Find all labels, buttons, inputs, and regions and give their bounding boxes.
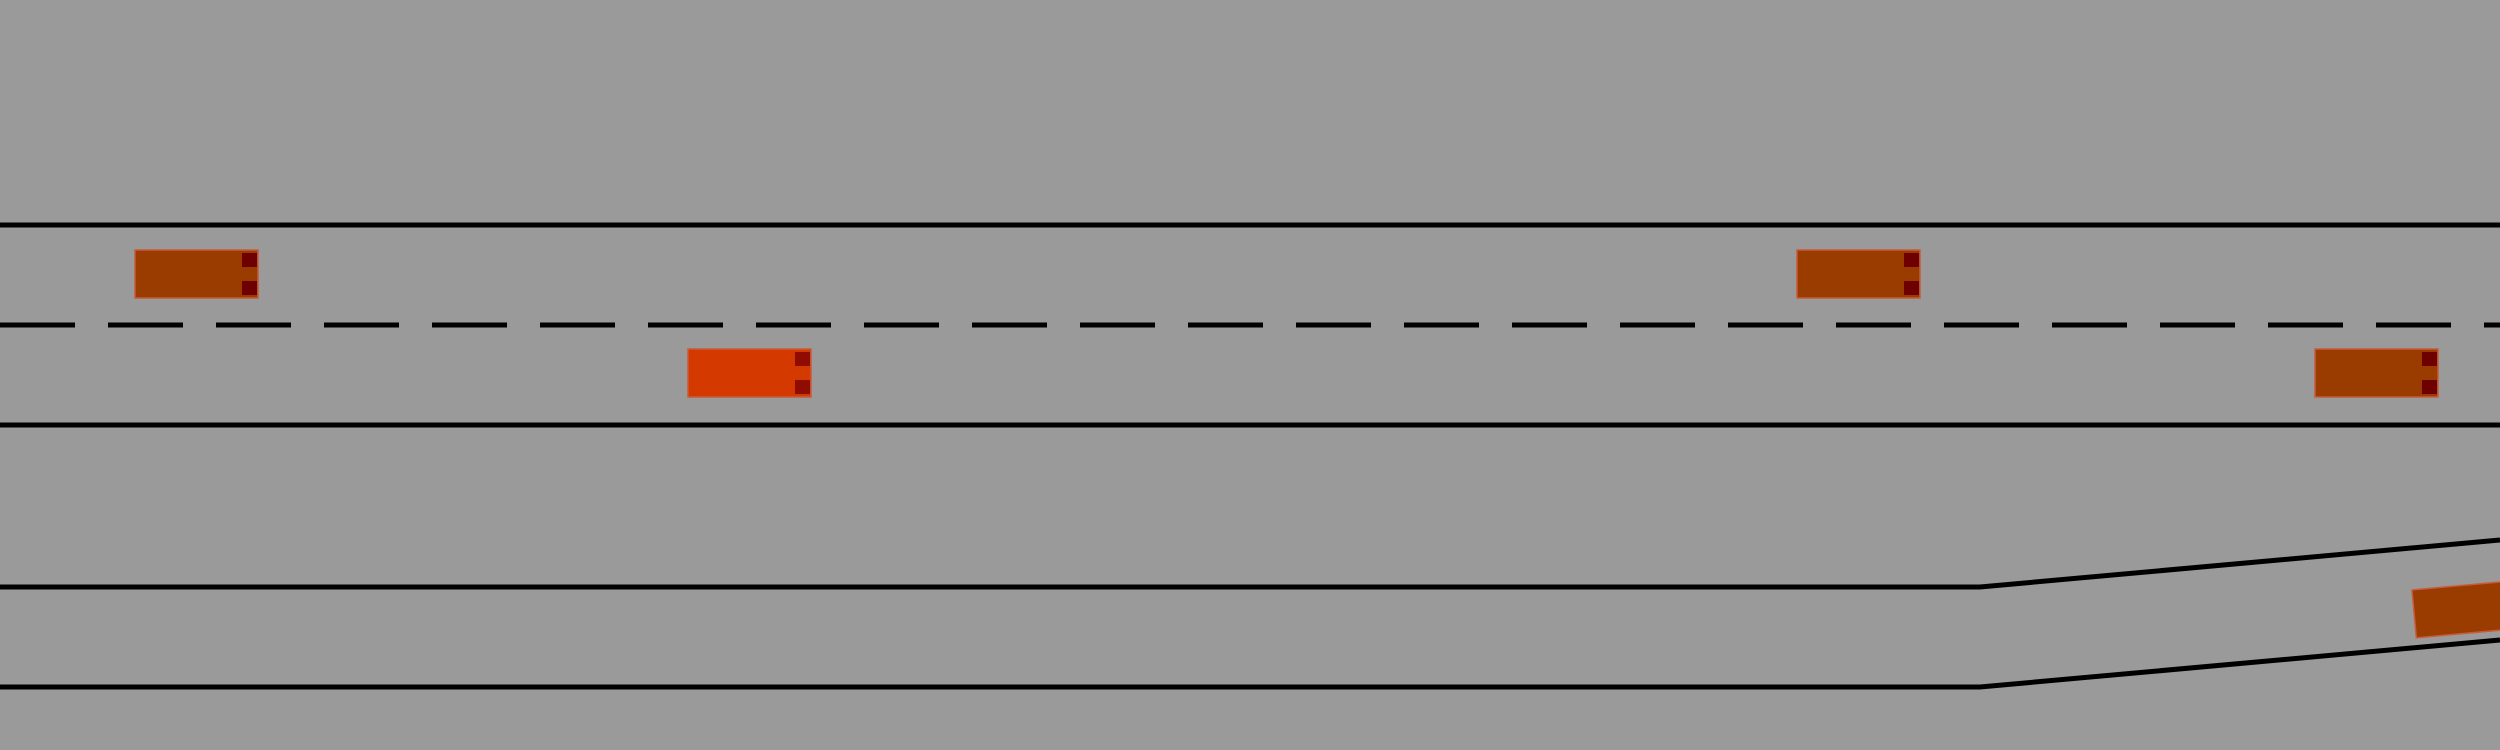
headlight-icon [795,380,810,394]
vehicle-body [1797,250,1920,298]
headlight-icon [242,281,257,295]
headlight-icon [2422,352,2437,366]
vehicle-3 [1797,250,1920,298]
headlight-icon [2422,380,2437,394]
headlight-icon [1904,253,1919,267]
vehicle-body [688,349,811,397]
headlight-icon [242,253,257,267]
headlight-icon [795,352,810,366]
vehicle-4 [2315,349,2438,397]
vehicle-body [135,250,258,298]
headlight-icon [1904,281,1919,295]
vehicle-2-ego [688,349,811,397]
vehicle-body [2315,349,2438,397]
vehicle-1 [135,250,258,298]
